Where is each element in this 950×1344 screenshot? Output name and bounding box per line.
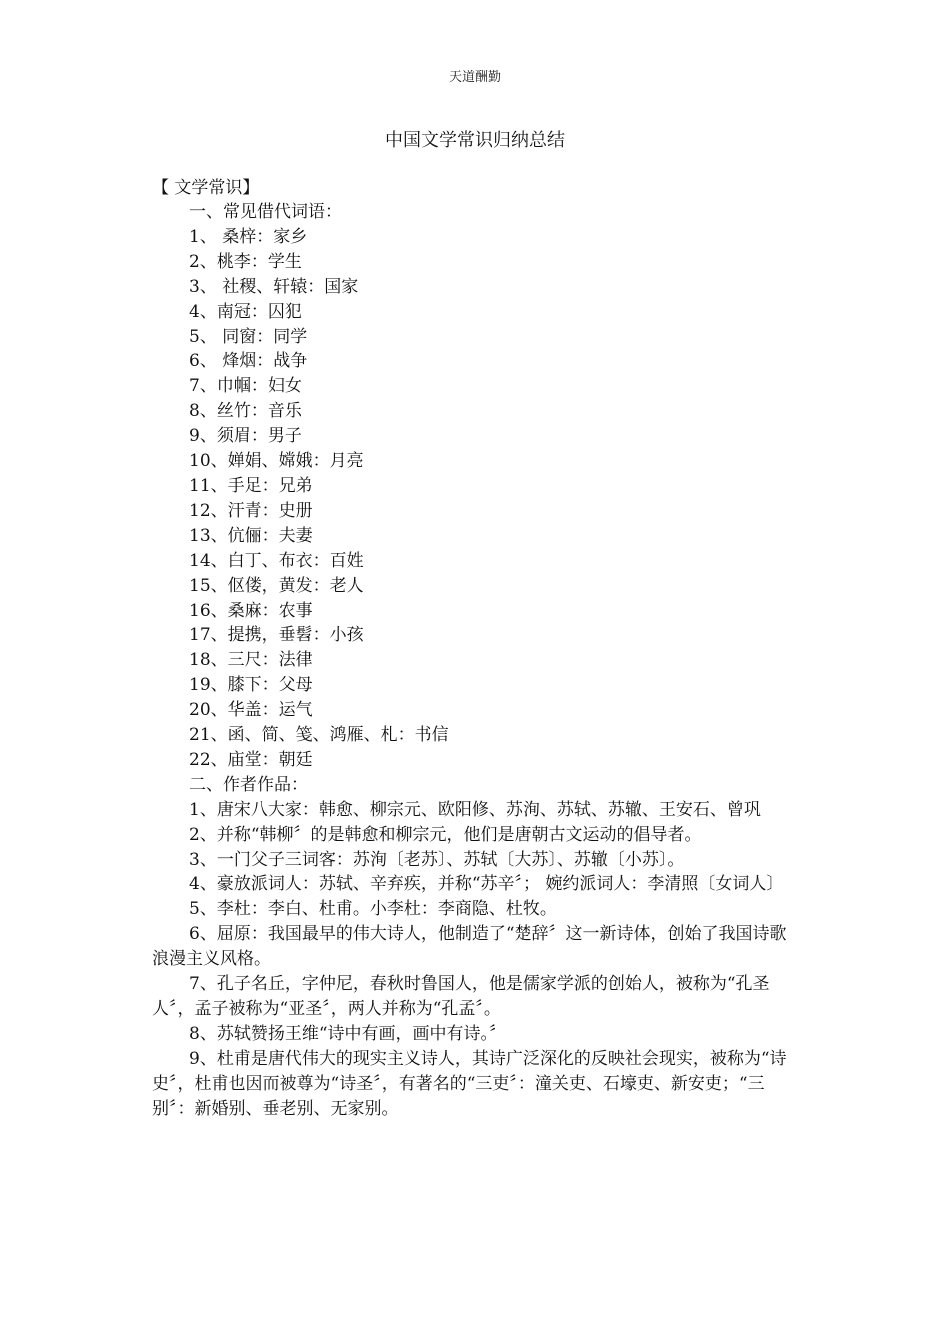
list-item: 22、庙堂：朝廷 — [189, 749, 313, 770]
paragraph: 9、杜甫是唐代伟大的现实主义诗人，其诗广泛深化的反映社会现实，被称为“诗史〞，杜甫也因而被尊为“诗圣〞，有著名的“三吏〞：潼关吏、石壕吏、新安吏；“三别〞：新婚别、垂老别、无家别。 — [152, 1048, 787, 1119]
list-item: 7、巾帼：妇女 — [189, 376, 302, 397]
document-body — [152, 200, 798, 1122]
list-item: 13、伉俪：夫妻 — [189, 525, 313, 546]
list-item: 21、函、简、笺、鸿雁、札：书信 — [189, 725, 449, 746]
list-item: 10、婵娟、嫦娥：月亮 — [189, 451, 364, 472]
paragraph: 1、唐宋八大家：韩愈、柳宗元、欧阳修、苏洵、苏轼、苏辙、王安石、曾巩 — [189, 799, 761, 820]
list-item: 2、桃李：学生 — [189, 251, 302, 272]
list-item: 5、 同窗：同学 — [189, 326, 308, 347]
paragraph: 7、孔子名丘，字仲尼，春秋时鲁国人，他是儒家学派的创始人，被称为“孔圣人〞，孟子被称为“亚圣〞，两人并称为“孔孟〞。 — [152, 974, 770, 1019]
list-item: 16、桑麻：农事 — [189, 600, 313, 621]
list-item: 15、伛偻，黄发：老人 — [189, 575, 364, 596]
list-item: 6、 烽烟：战争 — [189, 351, 308, 372]
list-item: 20、华盖：运气 — [189, 700, 313, 721]
list-item: 11、手足：兄弟 — [189, 475, 313, 496]
list-item: 9、须眉：男子 — [189, 426, 302, 447]
document-title: 中国文学常识归纳总结 — [385, 130, 565, 151]
paragraph: 8、苏轼赞扬王维“诗中有画，画中有诗。〞 — [189, 1023, 507, 1044]
list-item: 14、白丁、布衣：百姓 — [189, 550, 364, 571]
section-heading: 【 文学常识】 — [152, 178, 260, 198]
list-item: 3、 社稷、轩辕：国家 — [189, 276, 359, 297]
list-item: 8、丝竹：音乐 — [189, 401, 302, 422]
paragraph: 3、一门父子三词客：苏洵〔老苏〕、苏轼〔大苏〕、苏辙〔小苏〕。 — [189, 849, 685, 870]
paragraph: 2、并称“韩柳〞的是韩愈和柳宗元，他们是唐朝古文运动的倡导者。 — [189, 824, 702, 845]
list-item: 17、提携，垂髫：小孩 — [189, 625, 364, 646]
part1-heading: 一、常见借代词语： — [189, 202, 342, 222]
paragraph: 5、李杜：李白、杜甫。小李杜：李商隐、杜牧。 — [189, 899, 557, 920]
page-header: 天道酬勤 — [448, 70, 501, 85]
list-item: 4、南冠：囚犯 — [189, 301, 302, 322]
list-item: 18、三尺：法律 — [189, 650, 313, 671]
list-item: 12、汗青：史册 — [189, 500, 313, 521]
part2-heading: 二、作者作品： — [189, 774, 308, 795]
list-item: 19、膝下：父母 — [189, 675, 313, 696]
list-item: 1、 桑梓：家乡 — [189, 226, 308, 247]
paragraph: 6、屈原：我国最早的伟大诗人，他制造了“楚辞〞这一新诗体，创始了我国诗歌浪漫主义风格。 — [152, 924, 787, 970]
paragraph: 4、豪放派词人：苏轼、辛弃疾，并称“苏辛〞； 婉约派词人：李清照〔女词人〕 — [189, 874, 784, 895]
